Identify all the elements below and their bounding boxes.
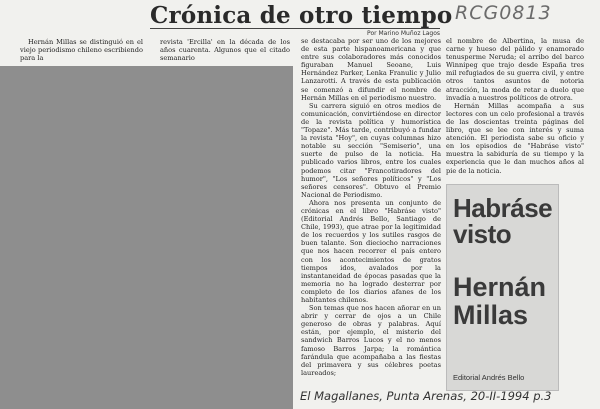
column-4-paragraph-1: el nombre de Albertina, la musa de carne y hueso del pálido y enamorado tenusperme Neruda; el arribo del barco Winnipeg que trajo desde España tres mil refugiados de su guerra civil, y entre otros tantos asuntos de notoria atracción, la moda de retar a duelo que invadía a nuestros políticos de otrora.	[446, 37, 584, 102]
book-cover-author: Hernán Millas	[453, 272, 547, 330]
column-4-paragraph-2: Hernán Millas acompaña a sus lectores con un celo profesional a través de las doscientas treinta páginas del libro, que se lee con interés y suma atención. El periodista sabe su oficio y en los episodios de "Habráse visto" muestra la sabiduría de su tiempo y la experiencia que le dan muchos años al pie de la noticia.	[446, 101, 584, 175]
book-cover-title: Habráse visto	[453, 193, 553, 249]
scan-shadow-area	[0, 66, 293, 409]
catalog-code: RCG0813	[455, 2, 552, 24]
column-3-paragraph-1: se destacaba por ser uno de los mejores de esta parte hispanoamericana y que entre sus colaboradores más conocidos figuraban Manuel Seoane, Luis Hernández Parker, Lenka Franulic y Julio Lanzarotti. A través de esta publicación se comenzó a difundir el nombre de Hernán Millas en el periodismo nuestro.	[301, 37, 441, 102]
column-1	[20, 38, 143, 62]
source-annotation: El Magallanes, Punta Arenas, 20-II-1994 p.3	[300, 389, 552, 403]
column-2	[160, 38, 290, 62]
column-3-paragraph-3: Ahora nos presenta un conjunto de crónicas en el libro "Habráse visto" (Editorial Andrés Bello, Santiago de Chile, 1993), que atrae por la legitimidad de los recuerdos y los sutiles rasgos de buen talante. Son dieciocho narraciones que nos hacen recorrer el país entero con los acontecimientos de gratos tiempos idos, avalados por la instantaneidad de épocas pasadas que la memoria no ha logrado desterrar por completo de los diarios afanes de los habitantes chilenos.	[301, 198, 441, 304]
column-3-paragraph-2: Su carrera siguió en otros medios de comunicación, convirtiéndose en director de la revista política y humorística "Topaze". Más tarde, contribuyó a fundar la revista "Hoy", en cuyas columnas hizo notable su sección "Semiserio", una suerte de pulso de la noticia. Ha publicado varios libros, entre los cuales podemos citar "Francotiradores del humor", "Los señores políticos" y "Los señores censores". Obtuvo el Premio Nacional de Periodismo.	[301, 101, 441, 199]
column-1-paragraph: Hernán Millas se distinguió en el viejo periodismo chileno escribiendo para la	[20, 38, 143, 63]
column-2-paragraph: revista 'Ercilla' en la década de los años cuarenta. Algunos que el citado semanario	[160, 38, 290, 63]
article-title: Crónica de otro tiempo	[150, 2, 453, 29]
column-3-paragraph-4: Son temas que nos hacen añorar en un abrir y cerrar de ojos a un Chile generoso de obras y palabras. Aquí están, por ejemplo, el misterio del sandwich Barros Lucos y el no menos famoso Barros Jarpa; la romántica farándula que acompañaba a las fiestas del primavera y sus célebres poetas laureados;	[301, 304, 441, 377]
book-cover-image	[446, 184, 559, 391]
byline: Por Marino Muñoz Lagos	[367, 30, 440, 37]
column-3	[301, 37, 441, 377]
book-cover-publisher: Editorial Andrés Bello	[453, 373, 525, 382]
column-4	[446, 37, 584, 175]
